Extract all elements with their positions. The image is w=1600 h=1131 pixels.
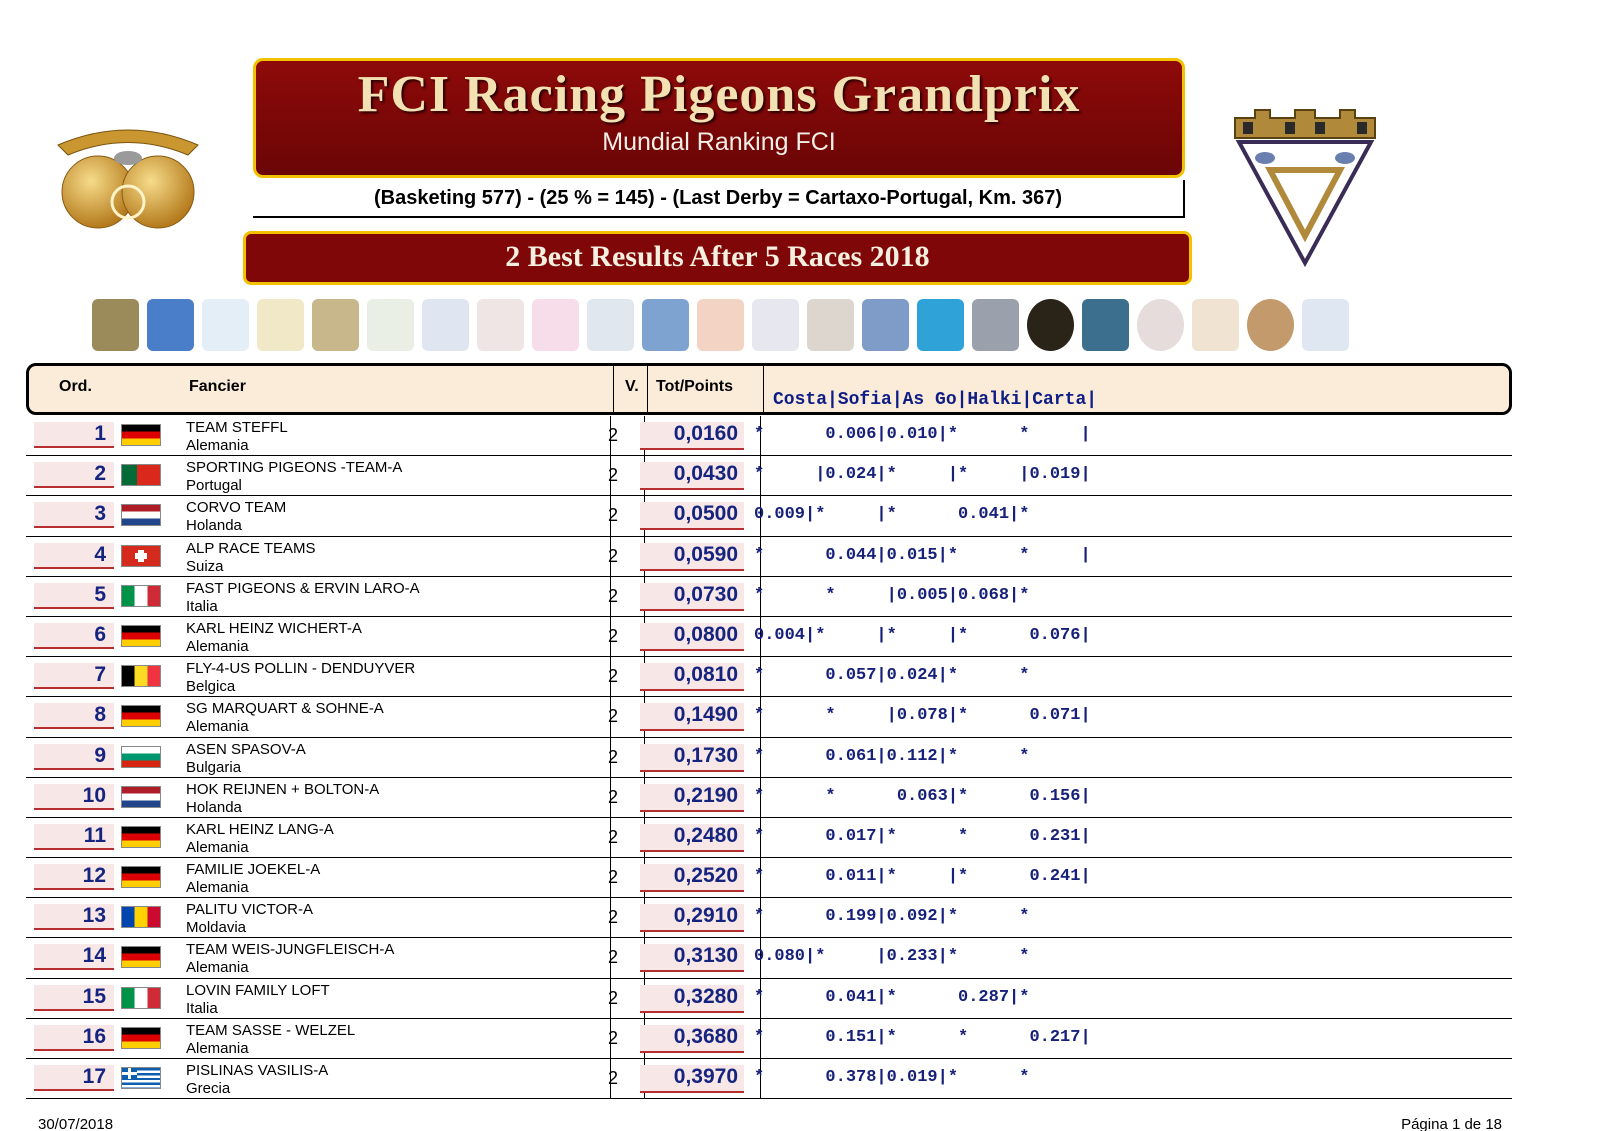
v-count: 2 (607, 465, 618, 486)
rank-number: 17 (34, 1065, 114, 1091)
total-points: 0,0500 (640, 502, 744, 530)
fancier-country: Alemania (186, 437, 249, 454)
sponsor-logo (147, 299, 194, 351)
total-points: 0,0160 (640, 422, 744, 450)
v-count: 2 (607, 826, 618, 847)
v-count: 2 (607, 987, 618, 1008)
total-points: 0,0810 (640, 663, 744, 691)
fancier-name: FAMILIE JOEKEL-A (186, 861, 321, 879)
country-flag-icon (121, 625, 161, 647)
country-flag-icon (121, 826, 161, 848)
race-results: * 0.044|0.015|* * | (754, 545, 1091, 565)
country-flag-icon (121, 1067, 161, 1089)
ranking-table (26, 416, 1512, 1099)
total-points: 0,2910 (640, 904, 744, 932)
fancier-name: ALP RACE TEAMS (186, 539, 316, 557)
sponsor-logo (1027, 299, 1074, 351)
column-divider (613, 366, 614, 412)
fancier-country: Italia (186, 597, 218, 615)
v-count: 2 (607, 746, 618, 767)
fancier-name: TEAM STEFFL (186, 419, 288, 436)
footer-page-number: Página 1 de 18 (1401, 1116, 1502, 1131)
page-subtitle: Mundial Ranking FCI (602, 128, 836, 156)
fancier-name: CORVO TEAM (186, 499, 287, 517)
sponsor-logo (1192, 299, 1239, 351)
fancier-name: ASEN SPASOV-A (186, 740, 306, 758)
fancier-country: Italia (186, 999, 218, 1017)
fancier-name: PISLINAS VASILIS-A (186, 1062, 329, 1079)
v-count: 2 (607, 425, 618, 445)
sponsor-logo (752, 299, 799, 351)
country-flag-icon (121, 987, 161, 1009)
header-fancier: Fancier (189, 378, 246, 395)
fancier-name: PALITU VICTOR-A (186, 901, 313, 919)
country-flag-icon (121, 705, 161, 727)
table-row (26, 1059, 1512, 1099)
race-results: * 0.061|0.112|* * (754, 746, 1030, 766)
rank-number: 9 (34, 744, 114, 770)
fancier-country: Alemania (186, 637, 249, 655)
country-flag-icon (121, 866, 161, 888)
race-results: * 0.057|0.024|* * (754, 666, 1030, 686)
country-flag-icon (121, 946, 161, 968)
rank-number: 11 (34, 824, 114, 850)
total-points: 0,3280 (640, 985, 744, 1013)
total-points: 0,3970 (640, 1065, 744, 1093)
race-results: 0.080|* |0.233|* * (754, 947, 1030, 967)
rank-number: 14 (34, 944, 114, 970)
crest-logo (1225, 108, 1385, 268)
table-row (26, 738, 1512, 778)
rank-number: 5 (34, 583, 114, 609)
race-results: * * |0.078|* 0.071| (754, 706, 1091, 726)
table-row (26, 456, 1512, 496)
race-results: * 0.011|* |* 0.241| (754, 867, 1091, 887)
fancier-name: LOVIN FAMILY LOFT (186, 981, 330, 999)
fancier-country: Holanda (186, 517, 242, 535)
table-row (26, 858, 1512, 898)
table-row (26, 537, 1512, 577)
sponsor-logo (1247, 299, 1294, 351)
sponsor-logos (92, 296, 1492, 354)
v-count: 2 (607, 545, 618, 566)
fancier-name: SPORTING PIGEONS -TEAM-A (186, 459, 403, 477)
greek-cross-icon (122, 1068, 160, 1088)
total-points: 0,1730 (640, 744, 744, 772)
table-row (26, 577, 1512, 617)
rank-number: 13 (34, 904, 114, 930)
fancier-country: Alemania (186, 838, 249, 856)
fancier-country: Alemania (186, 959, 249, 977)
header-races: Costa|Sofia|As Go|Halki|Carta| (773, 390, 1098, 410)
race-results: * 0.006|0.010|* * | (754, 425, 1091, 444)
fancier-name: KARL HEINZ WICHERT-A (186, 619, 362, 637)
header-v: V. (625, 378, 639, 395)
sponsor-logo (312, 299, 359, 351)
v-count: 2 (607, 706, 618, 727)
rank-number: 12 (34, 864, 114, 890)
sponsor-logo (532, 299, 579, 351)
rank-number: 7 (34, 663, 114, 689)
results-banner: 2 Best Results After 5 Races 2018 (243, 231, 1192, 285)
header-tot-points: Tot/Points (656, 378, 734, 395)
rank-number: 8 (34, 703, 114, 729)
sponsor-logo (917, 299, 964, 351)
sponsor-logo (1302, 299, 1349, 351)
total-points: 0,3680 (640, 1025, 744, 1053)
total-points: 0,3130 (640, 944, 744, 972)
total-points: 0,1490 (640, 703, 744, 731)
sponsor-logo (1082, 299, 1129, 351)
page-title: FCI Racing Pigeons Grandprix (357, 66, 1081, 123)
fancier-country: Alemania (186, 718, 249, 736)
v-count: 2 (607, 867, 618, 888)
race-results: * * 0.063|* 0.156| (754, 786, 1091, 806)
fancier-name: HOK REIJNEN + BOLTON-A (186, 780, 380, 798)
country-flag-icon (121, 424, 161, 446)
sponsor-logo (587, 299, 634, 351)
rank-number: 6 (34, 623, 114, 649)
rank-number: 4 (34, 543, 114, 569)
total-points: 0,2520 (640, 864, 744, 892)
title-banner (253, 58, 1185, 178)
sponsor-logo (972, 299, 1019, 351)
total-points: 0,0590 (640, 543, 744, 571)
v-count: 2 (607, 1068, 618, 1088)
country-flag-icon (121, 786, 161, 808)
race-results: * 0.017|* * 0.231| (754, 826, 1091, 846)
rank-number: 3 (34, 502, 114, 528)
rank-number: 10 (34, 784, 114, 810)
table-row (26, 1019, 1512, 1059)
race-results: * * |0.005|0.068|* (754, 585, 1030, 605)
v-count: 2 (607, 625, 618, 646)
rank-number: 1 (34, 422, 114, 448)
country-flag-icon (121, 746, 161, 768)
total-points: 0,0800 (640, 623, 744, 651)
total-points: 0,0730 (640, 583, 744, 611)
sponsor-logo (422, 299, 469, 351)
race-results: * |0.024|* |* |0.019| (754, 465, 1091, 485)
column-divider (763, 366, 764, 412)
race-results: * 0.378|0.019|* * (754, 1068, 1030, 1087)
sponsor-logo (257, 299, 304, 351)
table-row (26, 416, 1512, 456)
fancier-name: FLY-4-US POLLIN - DENDUYVER (186, 660, 416, 678)
race-results: * 0.151|* * 0.217| (754, 1027, 1091, 1047)
country-flag-icon (121, 665, 161, 687)
table-row (26, 898, 1512, 938)
v-count: 2 (607, 907, 618, 928)
country-flag-icon (121, 504, 161, 526)
fancier-country: Alemania (186, 879, 249, 897)
fancier-country: Moldavia (186, 919, 247, 937)
race-results: * 0.041|* 0.287|* (754, 987, 1030, 1007)
sponsor-logo (642, 299, 689, 351)
country-flag-icon (121, 906, 161, 928)
sponsor-logo (367, 299, 414, 351)
race-results: 0.009|* |* 0.041|* (754, 505, 1030, 525)
table-row (26, 818, 1512, 858)
race-results: 0.004|* |* |* 0.076| (754, 625, 1091, 645)
sponsor-logo (862, 299, 909, 351)
table-row (26, 697, 1512, 737)
table-row (26, 938, 1512, 978)
basketing-info: (Basketing 577) - (25 % = 145) - (Last Derby = Cartaxo-Portugal, Km. 367) (253, 180, 1185, 218)
table-row (26, 617, 1512, 657)
total-points: 0,2190 (640, 784, 744, 812)
country-flag-icon (121, 464, 161, 486)
header-ord: Ord. (59, 378, 92, 395)
country-flag-icon (121, 545, 161, 567)
footer-date: 30/07/2018 (38, 1116, 114, 1131)
fancier-name: KARL HEINZ LANG-A (186, 820, 334, 838)
fancier-country: Portugal (186, 477, 242, 495)
total-points: 0,2480 (640, 824, 744, 852)
sponsor-logo (202, 299, 249, 351)
v-count: 2 (607, 786, 618, 807)
fancier-name: SG MARQUART & SOHNE-A (186, 700, 384, 718)
rank-number: 15 (34, 985, 114, 1011)
table-row (26, 778, 1512, 818)
fancier-name: TEAM WEIS-JUNGFLEISCH-A (186, 941, 395, 959)
table-row (26, 979, 1512, 1019)
fancier-country: Belgica (186, 678, 236, 696)
rank-number: 2 (34, 462, 114, 488)
v-count: 2 (607, 505, 618, 526)
swiss-cross-icon (122, 546, 160, 566)
country-flag-icon (121, 1027, 161, 1049)
fancier-country: Holanda (186, 798, 242, 816)
fancier-name: TEAM SASSE - WELZEL (186, 1021, 356, 1039)
fancier-country: Bulgaria (186, 758, 242, 776)
column-divider (647, 366, 648, 412)
fancier-name: FAST PIGEONS & ERVIN LARO-A (186, 579, 420, 597)
total-points: 0,0430 (640, 462, 744, 490)
country-flag-icon (121, 585, 161, 607)
table-header (26, 363, 1512, 415)
v-count: 2 (607, 666, 618, 687)
v-count: 2 (607, 1027, 618, 1048)
fancier-country: Suiza (186, 557, 224, 575)
v-count: 2 (607, 947, 618, 968)
sponsor-logo (807, 299, 854, 351)
fancier-country: Grecia (186, 1080, 231, 1097)
sponsor-logo (697, 299, 744, 351)
table-row (26, 657, 1512, 697)
sponsor-logo (92, 299, 139, 351)
fancier-country: Alemania (186, 1039, 249, 1057)
sponsor-logo (1137, 299, 1184, 351)
fci-globe-logo (48, 120, 208, 235)
table-row (26, 496, 1512, 536)
race-results: * 0.199|0.092|* * (754, 907, 1030, 927)
sponsor-logo (477, 299, 524, 351)
rank-number: 16 (34, 1025, 114, 1051)
v-count: 2 (607, 585, 618, 606)
